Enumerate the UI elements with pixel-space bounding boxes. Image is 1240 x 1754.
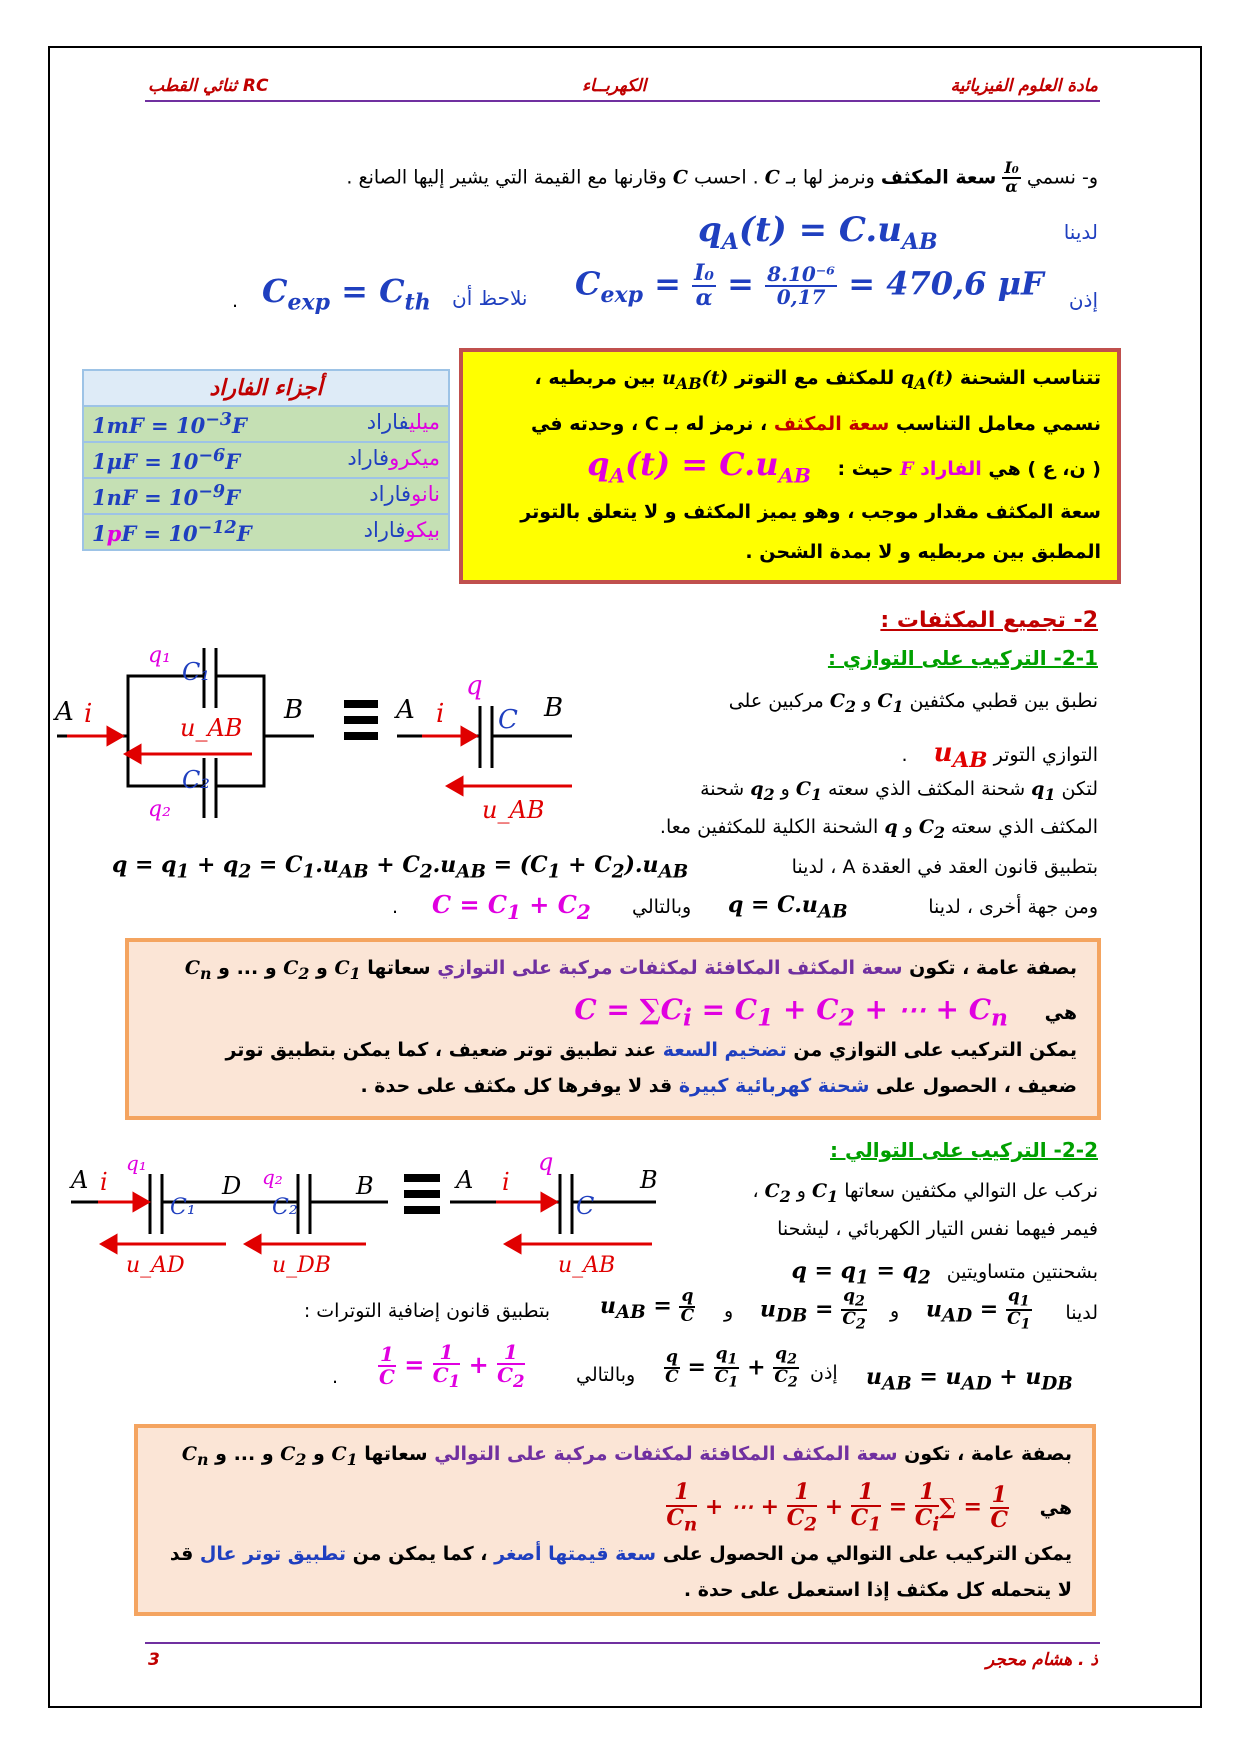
- par-p6a: ومن جهة أخرى ، لدينا: [928, 896, 1098, 918]
- parallel-line1: بصفة عامة ، تكون سعة المكثف المكافئة لمكثفات مركبة على التوازي سعاتها $C_1$ و $C_2$ و ... و $C_n$: [184, 957, 1077, 983]
- label-idhan: إذن: [1068, 288, 1098, 312]
- node-B-eq: B: [544, 693, 564, 723]
- footer-author: ذ . هشام محجر: [985, 1650, 1098, 1670]
- header-topic: الكهربــاء: [582, 76, 647, 96]
- eq-cexp-cth: $C_{exp} = C_{th}$: [262, 272, 431, 316]
- par-p2: التوازي التوتر $u_{AB}$ .: [901, 738, 1098, 774]
- node-A-series-eq: A: [456, 1166, 474, 1194]
- section-title: 2- تجميع المكثفات :: [880, 608, 1098, 633]
- series-circuit-diagram: [66, 1150, 676, 1280]
- eq-voltage-sum: $u_{AB} = u_{AD} + u_{DB}$: [866, 1364, 1073, 1395]
- dot: .: [332, 1366, 339, 1388]
- ser-p3: بشحنتين متساويتين $q = q_1 = q_2$: [791, 1258, 1098, 1289]
- def-line4: سعة المكثف مقدار موجب ، وهو يميز المكثف و لا يتعلق بالتوتر: [520, 500, 1101, 523]
- charge-q-series-eq: q: [538, 1150, 554, 1176]
- farad-table-title: أجزاء الفاراد: [83, 370, 449, 406]
- eq-udb: $u_{DB}$ = $\frac{q_2}{C_2}$: [760, 1286, 866, 1333]
- ser-p2: فيمر فيهما نفس التيار الكهربائي ، ليشحنا: [777, 1218, 1098, 1240]
- dot: .: [392, 896, 399, 918]
- label-ladayna2: لدينا: [1065, 1302, 1098, 1324]
- def-line3: ( ن، ع ) هي الفاراد F حيث : $q_A(t) = C.u_{AB}$: [587, 444, 1101, 488]
- label-idhan2: إذن: [810, 1362, 838, 1384]
- par-p4: المكثف الذي سعته $C_2$ و q الشحنة الكلية للمكثفين معا.: [659, 816, 1098, 842]
- eq-q-sum: $\frac{q}{C}$ = $\frac{q_1}{C_1}$ + $\frac{q_2}{C_2}$: [665, 1344, 798, 1391]
- parallel-line4: ضعيف ، الحصول على شحنة كهربائية كبيرة قد لا يوفرها كل مكثف على حدة .: [360, 1074, 1077, 1097]
- charge-q: q: [466, 671, 483, 701]
- current-i-series: i: [100, 1168, 108, 1196]
- farad-row: ميليفاراد $1mF = 10^{-3}F$: [83, 406, 449, 442]
- part-f-line1: و- نسمي $\frac{\text{I₀}}{\alpha}$ سعة المكثف ونرمز لها بـ C . احسب C وقارنها مع القيمة التي يشير إليها الصانع .: [346, 158, 1098, 196]
- voltage-uAB-series-eq: u_AB: [558, 1253, 616, 1278]
- eq-series-cap: $\frac{1}{C}$ = $\frac{1}{C_1}$ + $\frac{1}{C_2}$: [379, 1340, 525, 1391]
- node-B: B: [284, 695, 304, 725]
- series-summary-box: [134, 1424, 1096, 1616]
- charge-q1-series: q₁: [126, 1151, 147, 1175]
- voltage-additivity-label: بتطبيق قانون إضافية التوترات :: [303, 1300, 550, 1322]
- cap-C1-series: C₁: [170, 1195, 196, 1220]
- and-1: و: [890, 1300, 900, 1322]
- series-line4: لا يتحمله كل مكثف إذا استعمل على حدة .: [683, 1578, 1072, 1601]
- par-p1: نطبق بين قطبي مكثفين $C_1$ و $C_2$ مركبين على: [728, 690, 1098, 716]
- voltage-uAB: u_AB: [180, 714, 243, 742]
- parallel-subtitle: 2-1- التركيب على التوازي :: [827, 646, 1098, 670]
- farad-row: بيكوفاراد $1pF = 10^{-12}F$: [83, 514, 449, 550]
- current-i: i: [84, 699, 93, 729]
- page-number: 3: [148, 1650, 160, 1670]
- voltage-uDB: u_DB: [272, 1253, 331, 1278]
- series-line3: يمكن التركيب على التوالي من الحصول على سعة قيمتها أصغر ، كما يمكن من تطبيق توتر عال قد: [169, 1542, 1072, 1565]
- parallel-line2: هي $C = \sum C_i = C_1 + C_2$ + ⋯ + $C_n$: [574, 992, 1077, 1032]
- header-subject: مادة العلوم الفيزيائية: [950, 76, 1098, 96]
- charge-q2: q₂: [148, 797, 171, 822]
- node-A: A: [55, 697, 74, 727]
- def-line1: تتناسب الشحنة $q_A(t)$ للمكثف مع التوتر $u_{AB}(t)$ بين مربطيه ،: [534, 367, 1101, 393]
- voltage-uAB-eq: u_AB: [482, 796, 545, 824]
- ser-p1: نركب عل التوالي مكثفين سعاتها $C_1$ و $C_2$ ،: [752, 1180, 1098, 1206]
- label-wabittali2: وبالتالي: [576, 1364, 636, 1386]
- farad-row: ميكروفاراد $1\mu F = 10^{-6}F$: [83, 442, 449, 478]
- header-chapter: ثنائي القطب RC: [148, 76, 269, 96]
- eq-c-parallel: $C = C_1 + C_2$: [432, 890, 591, 924]
- label-wabittali: وبالتالي: [632, 896, 692, 918]
- eq-uab: $u_{AB}$ = $\frac{q}{C}$: [600, 1286, 695, 1326]
- parallel-circuit-diagram: [52, 628, 612, 838]
- node-A-eq: A: [396, 695, 415, 725]
- def-line5: المطبق بين مربطيه و لا بمدة الشحن .: [745, 540, 1101, 563]
- eq-node-law: $q = q_1 + q_2 = C_1.u_{AB} + C_2.u_{AB} = (C_1 + C_2).u_{AB}$: [112, 852, 689, 883]
- voltage-uAD: u_AD: [126, 1253, 185, 1278]
- eq-cexp: $C_{exp}$ = $\frac{\text{I₀}}{\alpha}$ = $\frac{\text{8.10⁻⁶}}{0,17}$ = 470,6 μF: [575, 260, 1044, 312]
- farad-subunits-table: [82, 369, 450, 551]
- series-line2: هي $\frac{1}{C}$ = ∑ $\frac{1}{C_i}$ = $\frac{1}{C_1}$ + $\frac{1}{C_2}$ + ⋯ + $\frac{1}{C_n}$: [666, 1479, 1072, 1535]
- cap-C: C: [498, 705, 518, 735]
- par-p3: لتكن $q_1$ شحنة المكثف الذي سعته $C_1$ و $q_2$ شحنة: [700, 778, 1098, 804]
- parallel-line3: يمكن التركيب على التوازي من تضخيم السعة عند تطبيق توتر ضعيف ، كما يمكن بتطبيق توتر: [225, 1038, 1077, 1061]
- cap-C2: C₂: [182, 766, 210, 794]
- cap-C1: C₁: [182, 658, 210, 686]
- definition-box: [459, 348, 1121, 584]
- def-line2: نسمي معامل التناسب سعة المكثف ، نرمز له بـ C ، وحدته في: [530, 412, 1101, 435]
- node-D: D: [222, 1172, 242, 1200]
- node-B-series-eq: B: [640, 1166, 658, 1194]
- farad-row: نانوفاراد $1nF = 10^{-9}F$: [83, 478, 449, 514]
- cap-C2-series: C₂: [272, 1195, 298, 1220]
- eq-q-cuab: $q = C.u_{AB}$: [728, 892, 848, 923]
- label-nulahidh: نلاحظ أن: [452, 286, 528, 310]
- charge-q2-series: q₂: [262, 1165, 283, 1189]
- eq-q-cu: $q_A(t) = C.u_{AB}$: [698, 210, 938, 255]
- series-subtitle: 2-2- التركيب على التوالي :: [830, 1138, 1098, 1162]
- and-2: و: [724, 1300, 734, 1322]
- node-B-series: B: [356, 1172, 374, 1200]
- eq-uad: $u_{AD}$ = $\frac{q_1}{C_1}$: [926, 1286, 1031, 1333]
- dot: .: [232, 290, 239, 312]
- header-rule: [145, 100, 1100, 102]
- current-i-series-eq: i: [502, 1168, 510, 1196]
- footer-rule: [145, 1642, 1100, 1644]
- charge-q1: q₁: [148, 643, 171, 668]
- cap-C-series-eq: C: [576, 1192, 595, 1220]
- node-A-series: A: [71, 1166, 89, 1194]
- current-i-eq: i: [436, 699, 445, 729]
- series-line1: بصفة عامة ، تكون سعة المكثف المكافئة لمكثفات مركبة على التوالي سعاتها $C_1$ و $C_2$ و ... و $C_n$: [181, 1443, 1072, 1469]
- label-ladayna: لدينا: [1063, 220, 1098, 244]
- par-p5: بتطبيق قانون العقد في العقدة A ، لدينا: [791, 856, 1098, 878]
- parallel-summary-box: [125, 938, 1101, 1120]
